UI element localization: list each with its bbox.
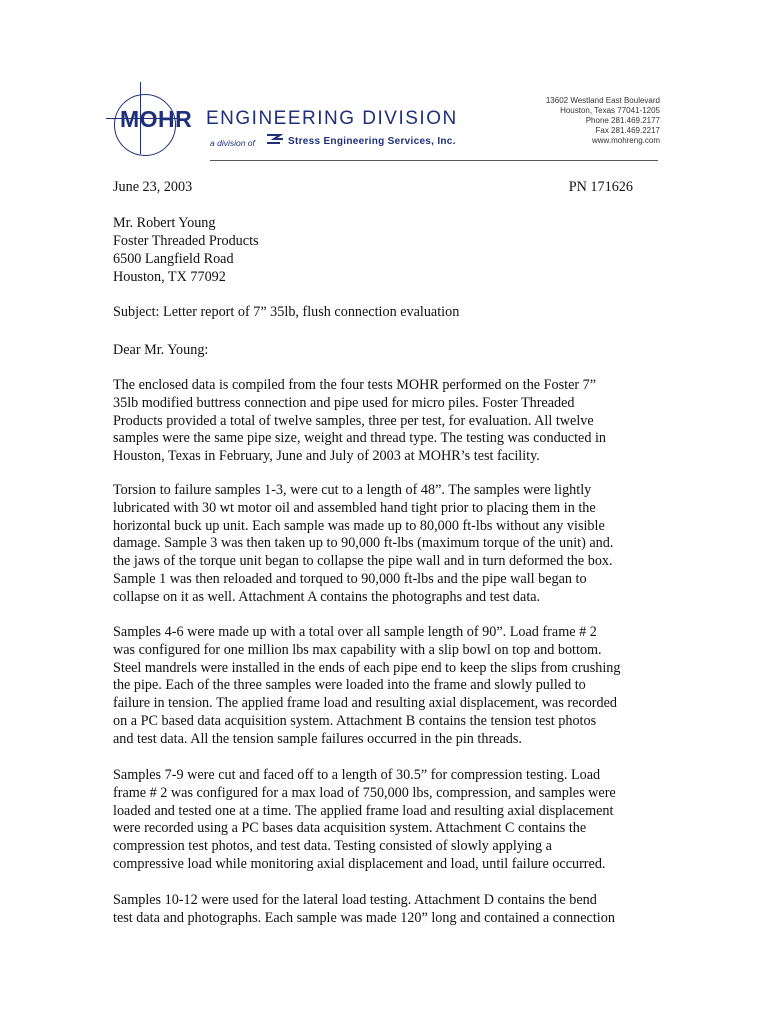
paragraph-line: the pipe. Each of the three samples were loaded into the frame and slowly pulled to <box>113 677 586 694</box>
division-title: ENGINEERING DIVISION <box>206 108 458 129</box>
letterhead <box>110 88 660 163</box>
project-number: PN 171626 <box>568 179 633 195</box>
division-of-label: a division of <box>210 138 255 148</box>
body-paragraph <box>113 767 658 874</box>
logo-text: MOHR <box>120 106 193 132</box>
paragraph-line: Samples 10-12 were used for the lateral load testing. Attachment D contains the bend <box>113 892 597 908</box>
paragraph-line: on a PC based data acquisition system. Attachment B contains the tension test photos <box>113 712 597 729</box>
recipient-name: Mr. Robert Young <box>113 215 216 231</box>
paragraph-line: Samples 7-9 were cut and faced off to a length of 30.5” for compression testing. Load <box>113 767 601 783</box>
paragraph-line: damage. Sample 3 was then taken up to 90,000 ft-lbs (maximum torque of the unit) and. <box>113 535 614 552</box>
recipient-street: 6500 Langfield Road <box>113 251 234 267</box>
subject-line: Subject: Letter report of 7” 35lb, flush connection evaluation <box>113 304 460 320</box>
paragraph-line: compression test photos, and test data. Testing consisted of slowly applying a <box>113 838 552 855</box>
paragraph-line: failure in tension. The applied frame load and resulting axial displacement, was recorded <box>113 695 618 712</box>
paragraph-line: Torsion to failure samples 1-3, were cut to a length of 48”. The samples were lightly <box>113 482 592 498</box>
fax-line: Fax 281.469.2217 <box>595 126 660 135</box>
body-paragraph <box>113 377 658 466</box>
paragraph-line: collapse on it as well. Attachment A contains the photographs and test data. <box>113 588 541 605</box>
letter-date: June 23, 2003 <box>113 179 193 195</box>
paragraph-line: Steel mandrels were installed in the ends of each pipe end to keep the slips from crushing <box>113 659 621 676</box>
paragraph-line: horizontal buck up unit. Each sample was made up to 80,000 ft-lbs without any visible <box>113 517 605 534</box>
paragraph-line: the jaws of the torque unit began to collapse the pipe wall and in turn deformed the box. <box>113 553 613 570</box>
paragraph-line: Samples 4-6 were made up with a total over all sample length of 90”. Load frame # 2 <box>113 624 597 640</box>
letterhead-divider <box>210 160 658 161</box>
address-line: Houston, Texas 77041-1205 <box>560 106 660 115</box>
paragraph-line: frame # 2 was configured for a max load of 750,000 lbs, compression, and samples were <box>113 784 616 801</box>
body-paragraph <box>113 892 658 928</box>
paragraph-line: loaded and tested one at a time. The applied frame load and resulting axial displacement <box>113 802 614 819</box>
salutation: Dear Mr. Young: <box>113 342 209 358</box>
paragraph-line: lubricated with 30 wt motor oil and assembled hand tight prior to placing them in the <box>113 499 596 516</box>
paragraph-line: Houston, Texas in February, June and July of 2003 at MOHR’s test facility. <box>113 448 540 465</box>
paragraph-line: Products provided a total of twelve samples, three per test, for evaluation. All twelve <box>113 412 594 429</box>
recipient-company: Foster Threaded Products <box>113 233 259 249</box>
paragraph-line: test data and photographs. Each sample was made 120” long and contained a connection <box>113 909 615 926</box>
paragraph-line: were recorded using a PC bases data acquisition system. Attachment C contains the <box>113 820 587 837</box>
paragraph-line: was configured for one million lbs max capability with a slip bowl on top and bottom. <box>113 641 602 658</box>
address-line: 13602 Westland East Boulevard <box>545 96 660 105</box>
paragraph-line: 35lb modified buttress connection and pipe used for micro piles. Foster Threaded <box>113 394 575 411</box>
recipient-city: Houston, TX 77092 <box>113 269 226 285</box>
company-address <box>546 96 660 146</box>
recipient-address <box>113 214 259 286</box>
website-line: www.mohreng.com <box>591 136 660 145</box>
paragraph-line: and test data. All the tension sample failures occurred in the pin threads. <box>113 730 522 747</box>
body-paragraph <box>113 482 658 607</box>
paragraph-line: The enclosed data is compiled from the four tests MOHR performed on the Foster 7” <box>113 377 597 393</box>
paragraph-line: samples were the same pipe size, weight and thread type. The testing was conducted in <box>113 430 606 447</box>
body-paragraph <box>113 624 658 749</box>
paragraph-line: compressive load while monitoring axial displacement and load, until failure occurred. <box>113 855 606 872</box>
ses-logo-icon <box>266 132 284 146</box>
parent-company-name: Stress Engineering Services, Inc. <box>288 136 456 147</box>
phone-line: Phone 281.469.2177 <box>585 116 660 125</box>
paragraph-line: Sample 1 was then reloaded and torqued to 90,000 ft-lbs and the pipe wall began to <box>113 570 587 587</box>
